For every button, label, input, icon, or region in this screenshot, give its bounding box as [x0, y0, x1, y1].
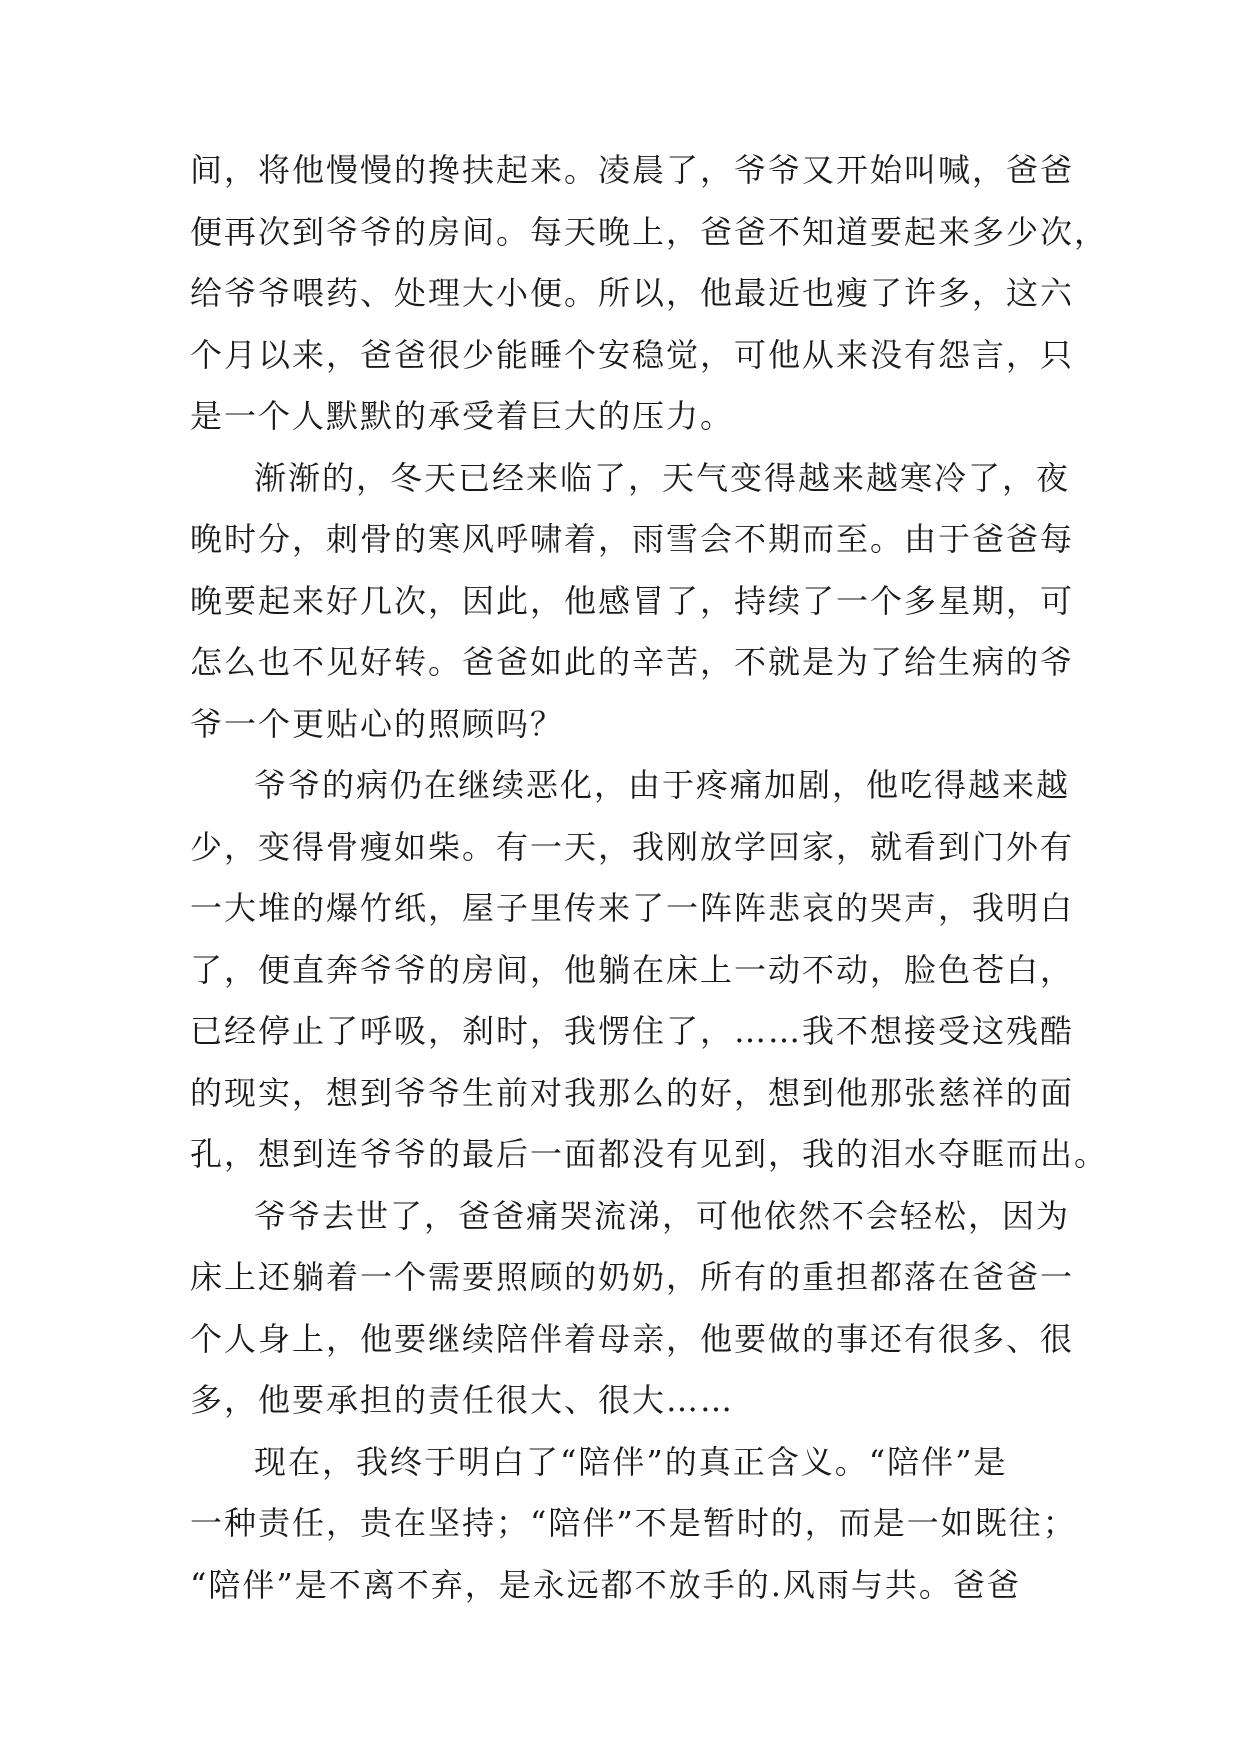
text-line: 爷爷的病仍在继续恶化，由于疼痛加剧，他吃得越来越	[254, 766, 1071, 804]
text-line: 现在，我终于明白了“陪伴”的真正含义。“陪伴”是	[254, 1442, 1008, 1481]
text-line: 已经停止了呼吸，刹时，我愣住了，……我不想接受这残酷	[190, 1012, 1075, 1050]
text-line: “陪伴”是不离不弃，是永远都不放手的.风雨与共。爸爸	[190, 1565, 1021, 1604]
text-line: 给爷爷喂药、处理大小便。所以，他最近也瘦了许多，这六	[190, 274, 1075, 312]
text-line: 爷一个更贴心的照顾吗？	[190, 704, 565, 743]
paragraph-2	[190, 448, 1090, 756]
text-line: 晚时分，刺骨的寒风呼啸着，雨雪会不期而至。由于爸爸每	[190, 520, 1075, 558]
document-page	[190, 140, 1109, 1616]
text-line: 便再次到爷爷的房间。每天晚上，爸爸不知道要起来多少次，	[190, 212, 1109, 251]
text-line: 少，变得骨瘦如柴。有一天，我刚放学回家，就看到门外有	[190, 827, 1075, 866]
text-line: 一种责任，贵在坚持；“陪伴”不是暂时的，而是一如既往；	[190, 1504, 1077, 1542]
text-line: 间，将他慢慢的搀扶起来。凌晨了，爷爷又开始叫喊，爸爸	[190, 151, 1075, 189]
paragraph-1	[190, 140, 1109, 448]
text-line: 的现实，想到爷爷生前对我那么的好，想到他那张慈祥的面	[190, 1073, 1075, 1112]
paragraph-4	[190, 1186, 1090, 1432]
text-line: 个人身上，他要继续陪伴着母亲，他要做的事还有很多、很	[190, 1319, 1075, 1358]
paragraph-5	[190, 1432, 1090, 1617]
paragraph-3	[190, 755, 1109, 1186]
text-line: 是一个人默默的承受着巨大的压力。	[190, 397, 735, 435]
text-line: 爷爷去世了，爸爸痛哭流涕，可他依然不会轻松，因为	[254, 1196, 1071, 1235]
text-line: 一大堆的爆竹纸，屋子里传来了一阵阵悲哀的哭声，我明白	[190, 889, 1075, 927]
text-line: 怎么也不见好转。爸爸如此的辛苦，不就是为了给生病的爷	[190, 643, 1075, 681]
text-line: 个月以来，爸爸很少能睡个安稳觉，可他从来没有怨言，只	[190, 335, 1075, 374]
text-line: 床上还躺着一个需要照顾的奶奶，所有的重担都落在爸爸一	[190, 1258, 1075, 1296]
text-line: 晚要起来好几次，因此，他感冒了，持续了一个多星期，可	[190, 581, 1075, 620]
text-line: 渐渐的，冬天已经来临了，天气变得越来越寒冷了，夜	[254, 458, 1071, 497]
text-line: 多，他要承担的责任很大、很大……	[190, 1381, 735, 1419]
text-line: 了，便直奔爷爷的房间，他躺在床上一动不动，脸色苍白，	[190, 950, 1075, 989]
text-line: 孔，想到连爷爷的最后一面都没有见到，我的泪水夺眶而出。	[190, 1135, 1109, 1173]
